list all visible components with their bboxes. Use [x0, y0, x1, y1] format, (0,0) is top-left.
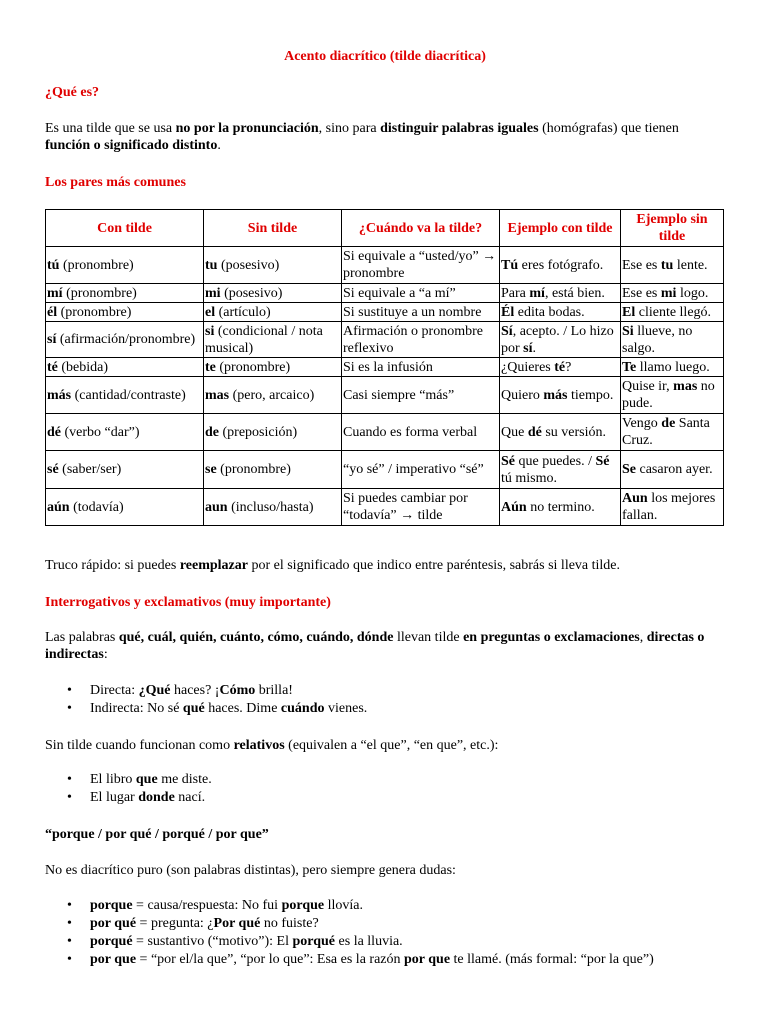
truco-paragraph: Truco rápido: si puedes reemplazar por el significado que indico entre paréntesis, sabrás si lleva tilde.	[45, 558, 621, 573]
column-header: Ejemplo con tilde	[500, 210, 621, 247]
table-row	[46, 489, 724, 526]
column-header: ¿Cuándo va la tilde?	[342, 210, 500, 247]
porque-heading: “porque / por qué / porqué / por que”	[45, 827, 269, 842]
cell-ejemplo-sin: Se casaron ayer.	[621, 451, 724, 489]
cell-sin-tilde: aun (incluso/hasta)	[204, 489, 342, 526]
interrogativos-paragraph: Las palabras qué, cuál, quién, cuánto, cómo, cuándo, dónde llevan tilde en preguntas o exclamaciones, directas o indirectas:	[45, 630, 705, 662]
column-header: Sin tilde	[204, 210, 342, 247]
interrogativos-list	[45, 682, 725, 718]
cell-cuando: Si puedes cambiar por “todavía” → tilde	[342, 489, 500, 526]
table-row	[46, 284, 724, 303]
cell-cuando: Cuando es forma verbal	[342, 414, 500, 451]
cell-ejemplo-con: ¿Quieres té?	[500, 358, 621, 377]
list-item: • porqué = sustantivo (“motivo”): El porqué es la lluvia.	[45, 933, 725, 951]
cell-ejemplo-sin: El cliente llegó.	[621, 303, 724, 322]
cell-sin-tilde: de (preposición)	[204, 414, 342, 451]
porque-intro: No es diacrítico puro (son palabras distintas), pero siempre genera dudas:	[45, 863, 456, 878]
cell-ejemplo-sin: Aun los mejores fallan.	[621, 489, 724, 526]
intro-paragraph: Es una tilde que se usa no por la pronunciación, sino para distinguir palabras iguales (homógrafas) que tienen función o significado distinto.	[45, 121, 679, 153]
cell-ejemplo-sin: Vengo de Santa Cruz.	[621, 414, 724, 451]
list-item: • por qué = pregunta: ¿Por qué no fuiste?	[45, 915, 725, 933]
cell-cuando: Casi siempre “más”	[342, 377, 500, 414]
cell-cuando: Si equivale a “usted/yo” → pronombre	[342, 247, 500, 284]
cell-cuando: Si equivale a “a mí”	[342, 284, 500, 303]
table-row	[46, 377, 724, 414]
cell-ejemplo-con: Sí, acepto. / Lo hizo por sí.	[500, 322, 621, 358]
cell-cuando: Si es la infusión	[342, 358, 500, 377]
table-row	[46, 358, 724, 377]
table-row	[46, 322, 724, 358]
table-row	[46, 303, 724, 322]
list-item: • El lugar donde nací.	[45, 789, 725, 807]
cell-con-tilde: él (pronombre)	[46, 303, 204, 322]
cell-ejemplo-con: Tú eres fotógrafo.	[500, 247, 621, 284]
cell-sin-tilde: el (artículo)	[204, 303, 342, 322]
table-header-row	[46, 210, 724, 247]
relativos-paragraph: Sin tilde cuando funcionan como relativos (equivalen a “el que”, “en que”, etc.):	[45, 738, 499, 753]
cell-con-tilde: sé (saber/ser)	[46, 451, 204, 489]
cell-ejemplo-con: Aún no termino.	[500, 489, 621, 526]
pairs-table	[45, 209, 724, 526]
cell-cuando: “yo sé” / imperativo “sé”	[342, 451, 500, 489]
cell-ejemplo-sin: Ese es tu lente.	[621, 247, 724, 284]
cell-cuando: Si sustituye a un nombre	[342, 303, 500, 322]
cell-con-tilde: dé (verbo “dar”)	[46, 414, 204, 451]
cell-sin-tilde: se (pronombre)	[204, 451, 342, 489]
cell-con-tilde: té (bebida)	[46, 358, 204, 377]
cell-ejemplo-sin: Te llamo luego.	[621, 358, 724, 377]
heading-interrogativos: Interrogativos y exclamativos (muy importante)	[45, 595, 331, 610]
cell-sin-tilde: mi (posesivo)	[204, 284, 342, 303]
cell-con-tilde: aún (todavía)	[46, 489, 204, 526]
cell-con-tilde: mí (pronombre)	[46, 284, 204, 303]
relativos-list	[45, 771, 725, 807]
cell-ejemplo-con: Él edita bodas.	[500, 303, 621, 322]
cell-sin-tilde: mas (pero, arcaico)	[204, 377, 342, 414]
cell-con-tilde: más (cantidad/contraste)	[46, 377, 204, 414]
table-row	[46, 451, 724, 489]
list-item: • Directa: ¿Qué haces? ¡Cómo brilla!	[45, 682, 725, 700]
cell-cuando: Afirmación o pronombre reflexivo	[342, 322, 500, 358]
porque-list	[45, 897, 725, 969]
cell-ejemplo-con: Sé que puedes. / Sé tú mismo.	[500, 451, 621, 489]
cell-sin-tilde: si (condicional / nota musical)	[204, 322, 342, 358]
cell-ejemplo-sin: Si llueve, no salgo.	[621, 322, 724, 358]
cell-ejemplo-sin: Quise ir, mas no pude.	[621, 377, 724, 414]
cell-ejemplo-sin: Ese es mi logo.	[621, 284, 724, 303]
list-item: • Indirecta: No sé qué haces. Dime cuándo vienes.	[45, 700, 725, 718]
heading-que-es: ¿Qué es?	[45, 85, 100, 100]
cell-sin-tilde: tu (posesivo)	[204, 247, 342, 284]
cell-con-tilde: sí (afirmación/pronombre)	[46, 322, 204, 358]
cell-ejemplo-con: Quiero más tiempo.	[500, 377, 621, 414]
column-header: Ejemplo sin tilde	[621, 210, 724, 247]
list-item: • por que = “por el/la que”, “por lo que”: Esa es la razón por que te llamé. (más formal: “por la que”)	[45, 951, 725, 969]
cell-ejemplo-con: Que dé su versión.	[500, 414, 621, 451]
table-row	[46, 414, 724, 451]
heading-pares: Los pares más comunes	[45, 175, 186, 190]
list-item: • El libro que me diste.	[45, 771, 725, 789]
cell-sin-tilde: te (pronombre)	[204, 358, 342, 377]
cell-ejemplo-con: Para mí, está bien.	[500, 284, 621, 303]
column-header: Con tilde	[46, 210, 204, 247]
list-item: • porque = causa/respuesta: No fui porque llovía.	[45, 897, 725, 915]
table-row	[46, 247, 724, 284]
document-title: Acento diacrítico (tilde diacrítica)	[284, 49, 486, 64]
cell-con-tilde: tú (pronombre)	[46, 247, 204, 284]
